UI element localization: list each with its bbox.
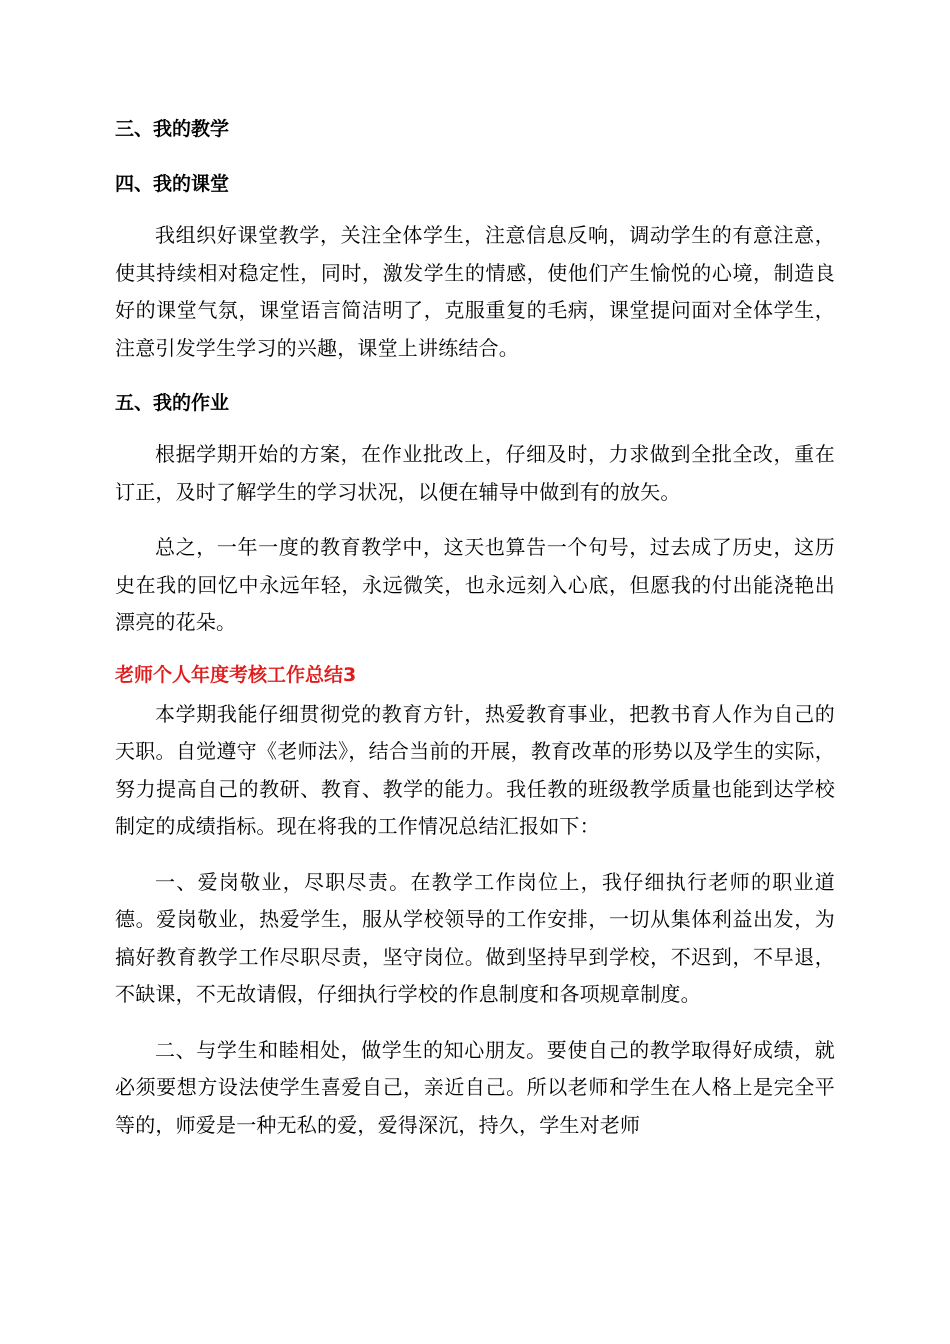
paragraph-point-one: 一、爱岗敬业，尽职尽责。在教学工作岗位上，我仔细执行老师的职业道德。爱岗敬业，热爱学生，服从学校领导的工作安排，一切从集体利益出发，为搞好教育教学工作尽职尽责，坚守岗位。做到坚持早到学校，不迟到，不早退，不缺课，不无故请假，仔细执行学校的作息制度和各项规章制度。 <box>115 869 835 1006</box>
heading-homework: 五、我的作业 <box>115 392 230 414</box>
paragraph-point-two: 二、与学生和睦相处，做学生的知心朋友。要使自己的教学取得好成绩，就必须要想方设法使学生喜爱自己，亲近自己。所以老师和学生在人格上是完全平等的，师爱是一种无私的爱，爱得深沉，持久，学生对老师 <box>115 1037 835 1137</box>
paragraph-summary: 总之，一年一度的教育教学中，这天也算告一个句号，过去成了历史，这历史在我的回忆中永远年轻，永远微笑，也永远刻入心底，但愿我的付出能浇艳出漂亮的花朵。 <box>115 535 835 634</box>
section-title: 老师个人年度考核工作总结3 <box>115 663 357 686</box>
paragraph-classroom: 我组织好课堂教学，关注全体学生，注意信息反响，调动学生的有意注意，使其持续相对稳定性，同时，激发学生的情感，使他们产生愉悦的心境，制造良好的课堂气氛，课堂语言简洁明了，克服重复的毛病，课堂提问面对全体学生，注意引发学生学习的兴趣，课堂上讲练结合。 <box>115 223 835 360</box>
paragraph-intro: 本学期我能仔细贯彻党的教育方针，热爱教育事业，把教书育人作为自己的天职。自觉遵守《老师法》，结合当前的开展，教育改革的形势以及学生的实际，努力提高自己的教研、教育、教学的能力。我任教的班级教学质量也能到达学校制定的成绩指标。现在将我的工作情况总结汇报如下： <box>115 701 835 838</box>
heading-teaching: 三、我的教学 <box>115 118 230 140</box>
paragraph-homework: 根据学期开始的方案，在作业批改上，仔细及时，力求做到全批全改，重在订正，及时了解学生的学习状况，以便在辅导中做到有的放矢。 <box>115 442 835 504</box>
document-body <box>115 110 835 1144</box>
heading-classroom: 四、我的课堂 <box>115 173 230 195</box>
